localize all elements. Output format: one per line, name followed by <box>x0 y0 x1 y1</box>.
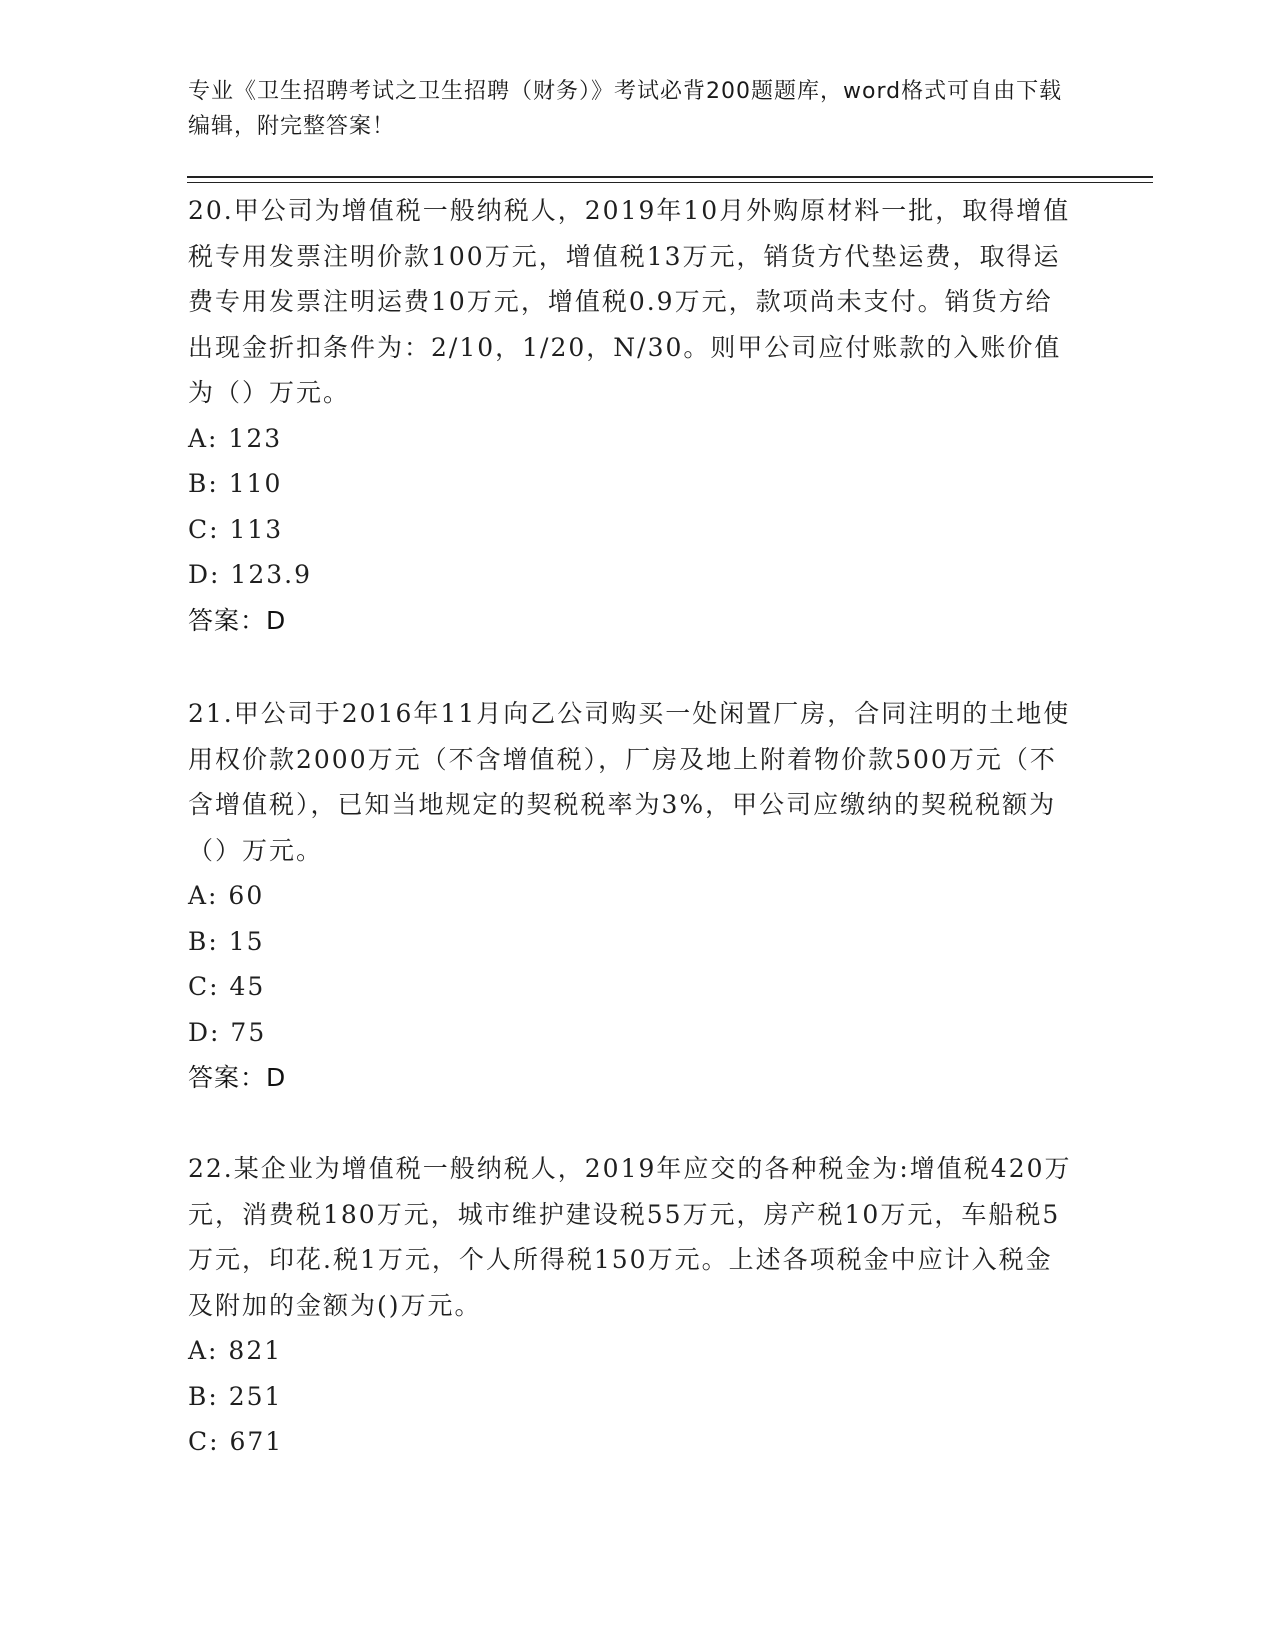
question-block-20 <box>188 188 1078 643</box>
question-text: 22.某企业为增值税一般纳税人，2019年应交的各种税金为:增值税420万元，消费税180万元，城市维护建设税55万元，房产税10万元，车船税5万元，印花.税1万元，个人所得税150万元。上述各项税金中应计入税金及附加的金额为()万元。 <box>188 1154 1072 1320</box>
option-b: B: 251 <box>188 1381 283 1411</box>
header-divider-thick <box>187 176 1153 178</box>
question-block-21 <box>188 691 1078 1101</box>
option-d: D: 123.9 <box>188 560 312 589</box>
option-b: B: 15 <box>188 926 265 956</box>
question-block-22 <box>188 1146 1078 1465</box>
option-a: A: 821 <box>188 1336 283 1365</box>
header-divider-thin <box>187 182 1153 183</box>
question-text: 20.甲公司为增值税一般纳税人，2019年10月外购原材料一批，取得增值税专用发票注明价款100万元，增值税13万元，销货方代垫运费，取得运费专用发票注明运费10万元，增值税0.9万元，款项尚未支付。销货方给出现金折扣条件为：2/10，1/20，N/30。则甲公司应付账款的入账价值为（）万元。 <box>188 196 1071 407</box>
option-d: D: 75 <box>188 1017 267 1047</box>
document-header: 专业《卫生招聘考试之卫生招聘（财务）》考试必背200题题库，word格式可自由下载编辑，附完整答案！ <box>188 79 1063 139</box>
option-b: B: 110 <box>188 469 283 498</box>
option-a: A: 123 <box>188 423 283 453</box>
option-c: C: 113 <box>188 514 284 544</box>
answer-line: 答案：D <box>188 605 287 635</box>
question-text: 21.甲公司于2016年11月向乙公司购买一处闲置厂房，合同注明的土地使用权价款2000万元（不含增值税），厂房及地上附着物价款500万元（不含增值税），已知当地规定的契税税率为3%，甲公司应缴纳的契税税额为（）万元。 <box>188 699 1071 865</box>
option-a: A: 60 <box>188 881 265 910</box>
option-c: C: 671 <box>188 1427 284 1456</box>
answer-line: 答案：D <box>188 1063 287 1092</box>
option-c: C: 45 <box>188 972 266 1001</box>
